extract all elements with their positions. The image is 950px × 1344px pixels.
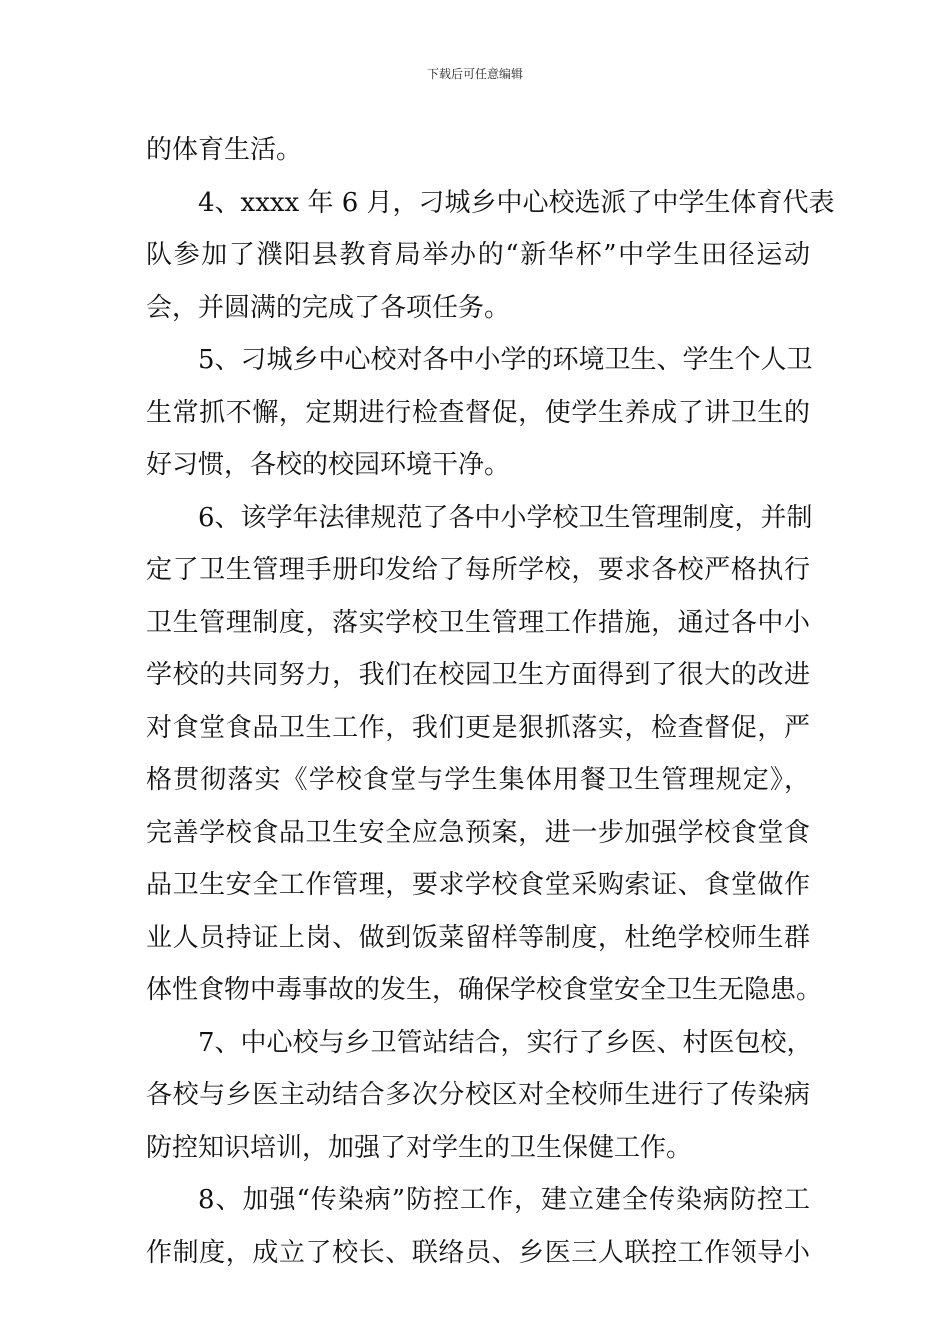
page-header: 下载后可任意编辑 (426, 67, 523, 81)
text-line: 6、该学年法律规范了各中小学校卫生管理制度，并制 (198, 502, 813, 533)
text-line: 生常抓不懈，定期进行检查督促，使学生养成了讲卫生的 (146, 397, 810, 428)
text-line: 格贯彻落实《学校食堂与学生集体用餐卫生管理规定》， (146, 765, 810, 795)
text-line: 5、刁城乡中心校对各中小学的环境卫生、学生个人卫 (198, 345, 813, 375)
text-line: 4、xxxx 年 6 月，刁城乡中心校选派了中学生体育代表 (198, 187, 835, 218)
text-line: 品卫生安全工作管理，要求学校食堂采购索证、食堂做作 (146, 870, 810, 900)
text-line: 作制度，成立了校长、联络员、乡医三人联控工作领导小 (146, 1237, 810, 1268)
text-line: 队参加了濮阳县教育局举办的“新华杯”中学生田径运动 (146, 240, 810, 270)
text-line: 各校与乡医主动结合多次分校区对全校师生进行了传染病 (146, 1080, 810, 1110)
text-line: 防控知识培训，加强了对学生的卫生保健工作。 (146, 1132, 693, 1163)
document-body (146, 124, 835, 1279)
text-line: 定了卫生管理手册印发给了每所学校，要求各校严格执行 (146, 555, 810, 585)
text-line: 卫生管理制度，落实学校卫生管理工作措施，通过各中小 (146, 607, 810, 638)
text-line: 7、中心校与乡卫管站结合，实行了乡医、村医包校， (198, 1027, 813, 1058)
text-line: 8、加强“传染病”防控工作，建立建全传染病防控工 (198, 1185, 810, 1215)
text-line: 完善学校食品卫生安全应急预案，进一步加强学校食堂食 (146, 817, 810, 848)
text-line: 对食堂食品卫生工作，我们更是狠抓落实，检查督促，严 (146, 712, 810, 743)
text-line: 学校的共同努力，我们在校园卫生方面得到了很大的改进 (146, 660, 810, 690)
text-line: 体性食物中毒事故的发生，确保学校食堂安全卫生无隐患。 (146, 975, 823, 1005)
text-line: 业人员持证上岗、做到饭菜留样等制度，杜绝学校师生群 (146, 922, 810, 953)
text-line: 的体育生活。 (146, 135, 303, 165)
text-line: 会，并圆满的完成了各项任务。 (146, 292, 511, 323)
text-line: 好习惯，各校的校园环境干净。 (146, 450, 511, 480)
